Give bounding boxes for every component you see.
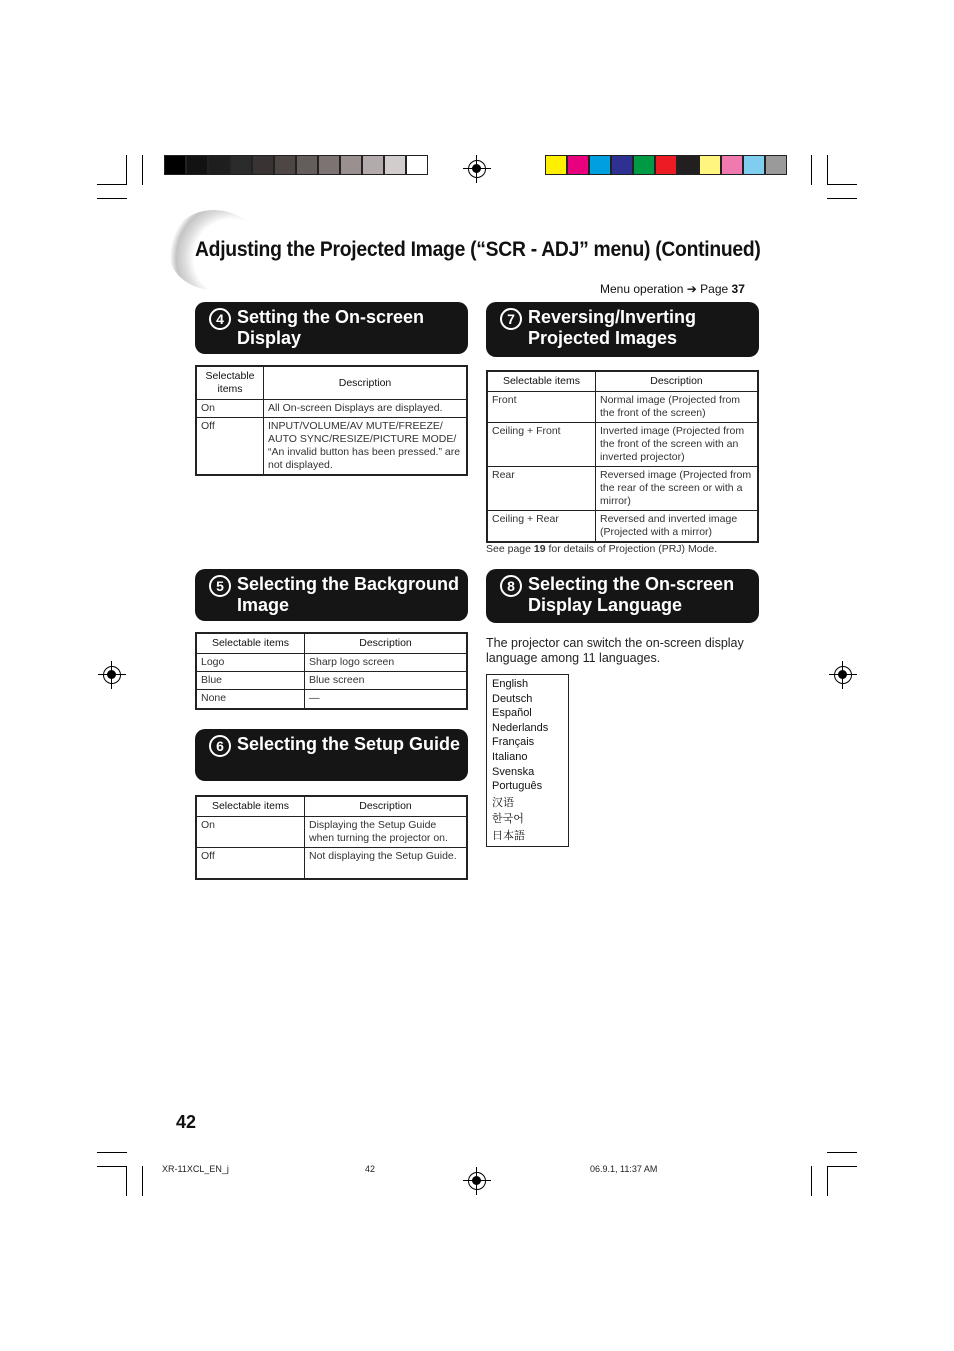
color-swatch — [743, 155, 765, 175]
language-intro-text: The projector can switch the on-screen display language among 11 languages. — [486, 636, 744, 665]
crop-mark — [97, 198, 127, 199]
color-swatch — [721, 155, 743, 175]
projection-mode-note: See page 19 for details of Projection (PRJ) Mode. — [486, 543, 718, 555]
color-swatch — [699, 155, 721, 175]
circled-number-6-icon: 6 — [209, 735, 231, 757]
table-row — [487, 511, 758, 543]
list-item: Español — [492, 707, 532, 720]
item-cell: Off — [196, 848, 305, 880]
section-header-onscreen-display — [195, 302, 468, 354]
page-number: 42 — [176, 1112, 197, 1132]
section-title: Setting the On-screen Display — [237, 307, 425, 348]
crop-mark — [142, 1166, 143, 1196]
color-swatch — [362, 155, 384, 175]
description-cell: Displaying the Setup Guide when turning the projector on. — [305, 817, 468, 848]
crop-mark — [827, 198, 857, 199]
footer-date: 06.9.1, 11:37 AM — [590, 1164, 658, 1174]
column-header: Description — [596, 371, 759, 392]
crop-mark — [126, 1166, 127, 1196]
language-list — [486, 674, 569, 847]
list-item: English — [492, 678, 529, 690]
color-swatch — [406, 155, 428, 175]
color-swatch — [655, 155, 677, 175]
table-header-row — [487, 371, 758, 392]
arrow-right-icon: ➔ — [686, 282, 697, 296]
list-item: Nederlands — [492, 721, 549, 734]
footer-filename: XR-11XCL_EN_j — [162, 1164, 229, 1174]
color-swatch — [340, 155, 362, 175]
color-swatch — [765, 155, 787, 175]
column-header: Description — [305, 796, 468, 817]
crop-mark — [827, 1152, 857, 1153]
list-item: 한국어 — [492, 813, 524, 826]
crop-mark — [827, 184, 857, 185]
list-item: Deutsch — [492, 692, 533, 705]
section-title: Reversing/Inverting Projected Images — [528, 307, 697, 348]
description-cell: INPUT/VOLUME/AV MUTE/FREEZE/ AUTO SYNC/RESIZE/PICTURE MODE/ “An invalid button has been pressed.” are not displayed. — [264, 418, 468, 476]
item-cell: Rear — [487, 467, 596, 511]
crop-mark — [827, 1166, 857, 1167]
footer-page: 42 — [365, 1164, 376, 1174]
table-row — [196, 690, 467, 710]
list-item: 日本語 — [492, 829, 525, 842]
table-header-row — [196, 633, 467, 654]
color-swatch — [318, 155, 340, 175]
section-title: Selecting the Background Image — [237, 574, 460, 615]
color-swatch — [633, 155, 655, 175]
description-cell: Inverted image (Projected from the front of the screen with an inverted projector) — [596, 423, 759, 467]
color-swatch — [186, 155, 208, 175]
item-cell: On — [196, 817, 305, 848]
section-header-background-image — [195, 569, 468, 621]
color-swatch — [545, 155, 567, 175]
table-row — [196, 672, 467, 690]
circled-number-5-icon: 5 — [209, 575, 231, 597]
description-cell: Reversed and inverted image (Projected with a mirror) — [596, 511, 759, 543]
list-item: Svenska — [492, 765, 535, 778]
crop-mark — [97, 1166, 127, 1167]
circled-number-4-icon: 4 — [209, 308, 231, 330]
table-row — [196, 654, 467, 672]
table-row — [196, 817, 467, 848]
registration-mark-icon — [468, 1172, 486, 1190]
column-header: Description — [264, 366, 468, 400]
crop-mark — [142, 155, 143, 185]
section-title: Selecting the On-screen Display Language — [528, 574, 735, 615]
crop-mark — [827, 1166, 828, 1196]
item-cell: None — [196, 690, 305, 710]
item-cell: On — [196, 400, 264, 418]
page-title: Adjusting the Projected Image (“SCR - ADJ” menu) (Continued) — [195, 238, 761, 261]
color-swatch — [208, 155, 230, 175]
section-header-display-language — [486, 569, 759, 623]
color-swatch — [230, 155, 252, 175]
circled-number-7-icon: 7 — [500, 308, 522, 330]
item-cell: Blue — [196, 672, 305, 690]
column-header: Description — [305, 633, 468, 654]
crop-mark — [811, 155, 812, 185]
table-row — [196, 418, 467, 476]
description-cell: Blue screen — [305, 672, 468, 690]
registration-mark-icon — [468, 160, 486, 178]
column-header: Selectable items — [487, 371, 596, 392]
column-header: Selectable items — [196, 633, 305, 654]
list-item: Italiano — [492, 750, 528, 763]
column-header: Selectable items — [196, 796, 305, 817]
table-header-row — [196, 366, 467, 400]
registration-mark-icon — [834, 666, 852, 684]
color-swatch — [589, 155, 611, 175]
section-header-reversing-inverting — [486, 302, 759, 357]
crop-mark — [126, 155, 127, 185]
background-image-table — [195, 632, 468, 710]
color-swatch — [164, 155, 186, 175]
onscreen-display-table — [195, 365, 468, 476]
item-cell: Ceiling + Rear — [487, 511, 596, 543]
table-row — [196, 848, 467, 880]
item-cell: Off — [196, 418, 264, 476]
table-row — [196, 400, 467, 418]
table-header-row — [196, 796, 467, 817]
color-swatch — [567, 155, 589, 175]
color-swatch — [611, 155, 633, 175]
list-item: Português — [492, 780, 543, 793]
item-cell: Front — [487, 392, 596, 423]
item-cell: Ceiling + Front — [487, 423, 596, 467]
item-cell: Logo — [196, 654, 305, 672]
description-cell: Reversed image (Projected from the rear of the screen or with a mirror) — [596, 467, 759, 511]
list-item: Français — [492, 736, 535, 749]
description-cell: Sharp logo screen — [305, 654, 468, 672]
list-item: 汉语 — [492, 796, 514, 809]
table-row — [487, 392, 758, 423]
table-row — [487, 467, 758, 511]
registration-mark-icon — [103, 666, 121, 684]
circled-number-8-icon: 8 — [500, 575, 522, 597]
color-swatch — [296, 155, 318, 175]
color-swatch — [252, 155, 274, 175]
description-cell: All On-screen Displays are displayed. — [264, 400, 468, 418]
projection-mode-table — [486, 370, 759, 543]
description-cell: Normal image (Projected from the front of the screen) — [596, 392, 759, 423]
crop-mark — [827, 155, 828, 185]
column-header: Selectable items — [196, 366, 264, 400]
color-swatch — [677, 155, 699, 175]
setup-guide-table — [195, 795, 468, 880]
crop-mark — [97, 184, 127, 185]
description-cell: Not displaying the Setup Guide. — [305, 848, 468, 880]
color-swatch — [384, 155, 406, 175]
crop-mark — [97, 1152, 127, 1153]
crop-mark — [811, 1166, 812, 1196]
color-swatch — [274, 155, 296, 175]
menu-operation-reference: Menu operation ➔ Page 37 — [600, 282, 745, 296]
description-cell: — — [305, 690, 468, 710]
section-header-setup-guide — [195, 729, 468, 781]
table-row — [487, 423, 758, 467]
section-title: Selecting the Setup Guide — [237, 734, 461, 754]
